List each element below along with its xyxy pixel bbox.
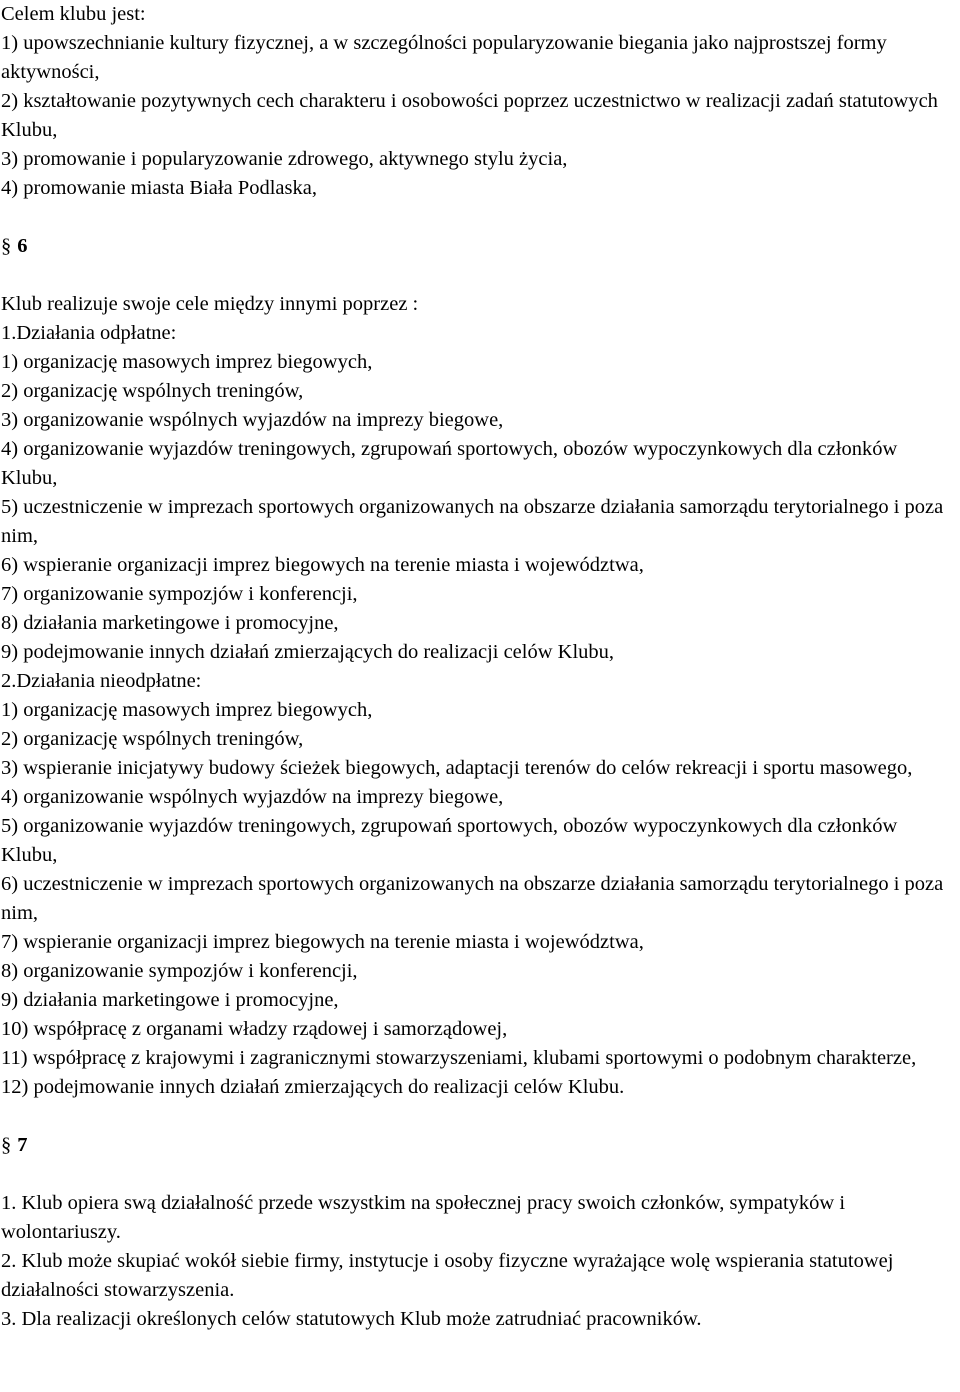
section-7-item: 1. Klub opiera swą działalność przede wszystkim na społecznej pracy swoich członków, sympatyków i wolontariuszy. [1, 1192, 846, 1243]
goal-item: 1) upowszechnianie kultury fizycznej, a w szczególności popularyzowanie biegania jako najprostszej formy aktywności, [1, 32, 887, 83]
goal-item: 3) promowanie i popularyzowanie zdrowego, aktywnego stylu życia, [1, 148, 568, 170]
unpaid-activity-item: 6) uczestniczenie w imprezach sportowych organizowanych na obszarze działania samorządu terytorialnego i poza nim, [1, 873, 944, 924]
unpaid-activity-item: 2) organizację wspólnych treningów, [1, 728, 304, 750]
paid-activity-item: 5) uczestniczenie w imprezach sportowych organizowanych na obszarze działania samorządu terytorialnego i poza nim, [1, 496, 944, 547]
section-7-item: 3. Dla realizacji określonych celów statutowych Klub może zatrudniać pracowników. [1, 1308, 702, 1330]
section-6-heading [1, 232, 957, 261]
unpaid-activity-item: 7) wspieranie organizacji imprez biegowych na terenie miasta i województwa, [1, 931, 644, 953]
goal-item: 2) kształtowanie pozytywnych cech charakteru i osobowości poprzez uczestnictwo w realizacji zadań statutowych Klubu, [1, 90, 938, 141]
paid-activities-heading: 1.Działania odpłatne: [1, 322, 177, 344]
paid-activity-item: 1) organizację masowych imprez biegowych, [1, 351, 373, 373]
paid-activity-item: 8) działania marketingowe i promocyjne, [1, 612, 339, 634]
paid-activity-item: 4) organizowanie wyjazdów treningowych, zgrupowań sportowych, obozów wypoczynkowych dla członków Klubu, [1, 438, 898, 489]
section-6-lead: Klub realizuje swoje cele między innymi poprzez : [1, 293, 419, 315]
section-7-heading [1, 1131, 957, 1160]
section-7-item: 2. Klub może skupiać wokół siebie firmy, instytucje i osoby fizyczne wyrażające wolę wspierania statutowej działalności stowarzyszenia. [1, 1250, 894, 1301]
paid-activity-item: 7) organizowanie sympozjów i konferencji, [1, 583, 358, 605]
section-symbol: § [1, 1134, 12, 1156]
paid-activity-item: 9) podejmowanie innych działań zmierzających do realizacji celów Klubu, [1, 641, 615, 663]
unpaid-activity-item: 12) podejmowanie innych działań zmierzających do realizacji celów Klubu. [1, 1076, 625, 1098]
unpaid-activity-item: 3) wspieranie inicjatywy budowy ścieżek biegowych, adaptacji terenów do celów rekreacji i sportu masowego, [1, 757, 913, 779]
unpaid-activity-item: 10) współpracę z organami władzy rządowej i samorządowej, [1, 1018, 508, 1040]
section-number: 7 [17, 1134, 28, 1156]
section-symbol: § [1, 235, 12, 257]
goal-item: 4) promowanie miasta Biała Podlaska, [1, 177, 317, 199]
unpaid-activity-item: 11) współpracę z krajowymi i zagranicznymi stowarzyszeniami, klubami sportowymi o podobnym charakterze, [1, 1047, 917, 1069]
goals-heading: Celem klubu jest: [1, 3, 146, 25]
unpaid-activity-item: 1) organizację masowych imprez biegowych, [1, 699, 373, 721]
section-number: 6 [17, 235, 28, 257]
unpaid-activities-heading: 2.Działania nieodpłatne: [1, 670, 202, 692]
paid-activity-item: 3) organizowanie wspólnych wyjazdów na imprezy biegowe, [1, 409, 504, 431]
paid-activity-item: 6) wspieranie organizacji imprez biegowych na terenie miasta i województwa, [1, 554, 644, 576]
statute-document [1, 0, 957, 1334]
unpaid-activity-item: 9) działania marketingowe i promocyjne, [1, 989, 339, 1011]
unpaid-activity-item: 5) organizowanie wyjazdów treningowych, zgrupowań sportowych, obozów wypoczynkowych dla członków Klubu, [1, 815, 898, 866]
unpaid-activity-item: 4) organizowanie wspólnych wyjazdów na imprezy biegowe, [1, 786, 504, 808]
paid-activity-item: 2) organizację wspólnych treningów, [1, 380, 304, 402]
unpaid-activity-item: 8) organizowanie sympozjów i konferencji, [1, 960, 358, 982]
